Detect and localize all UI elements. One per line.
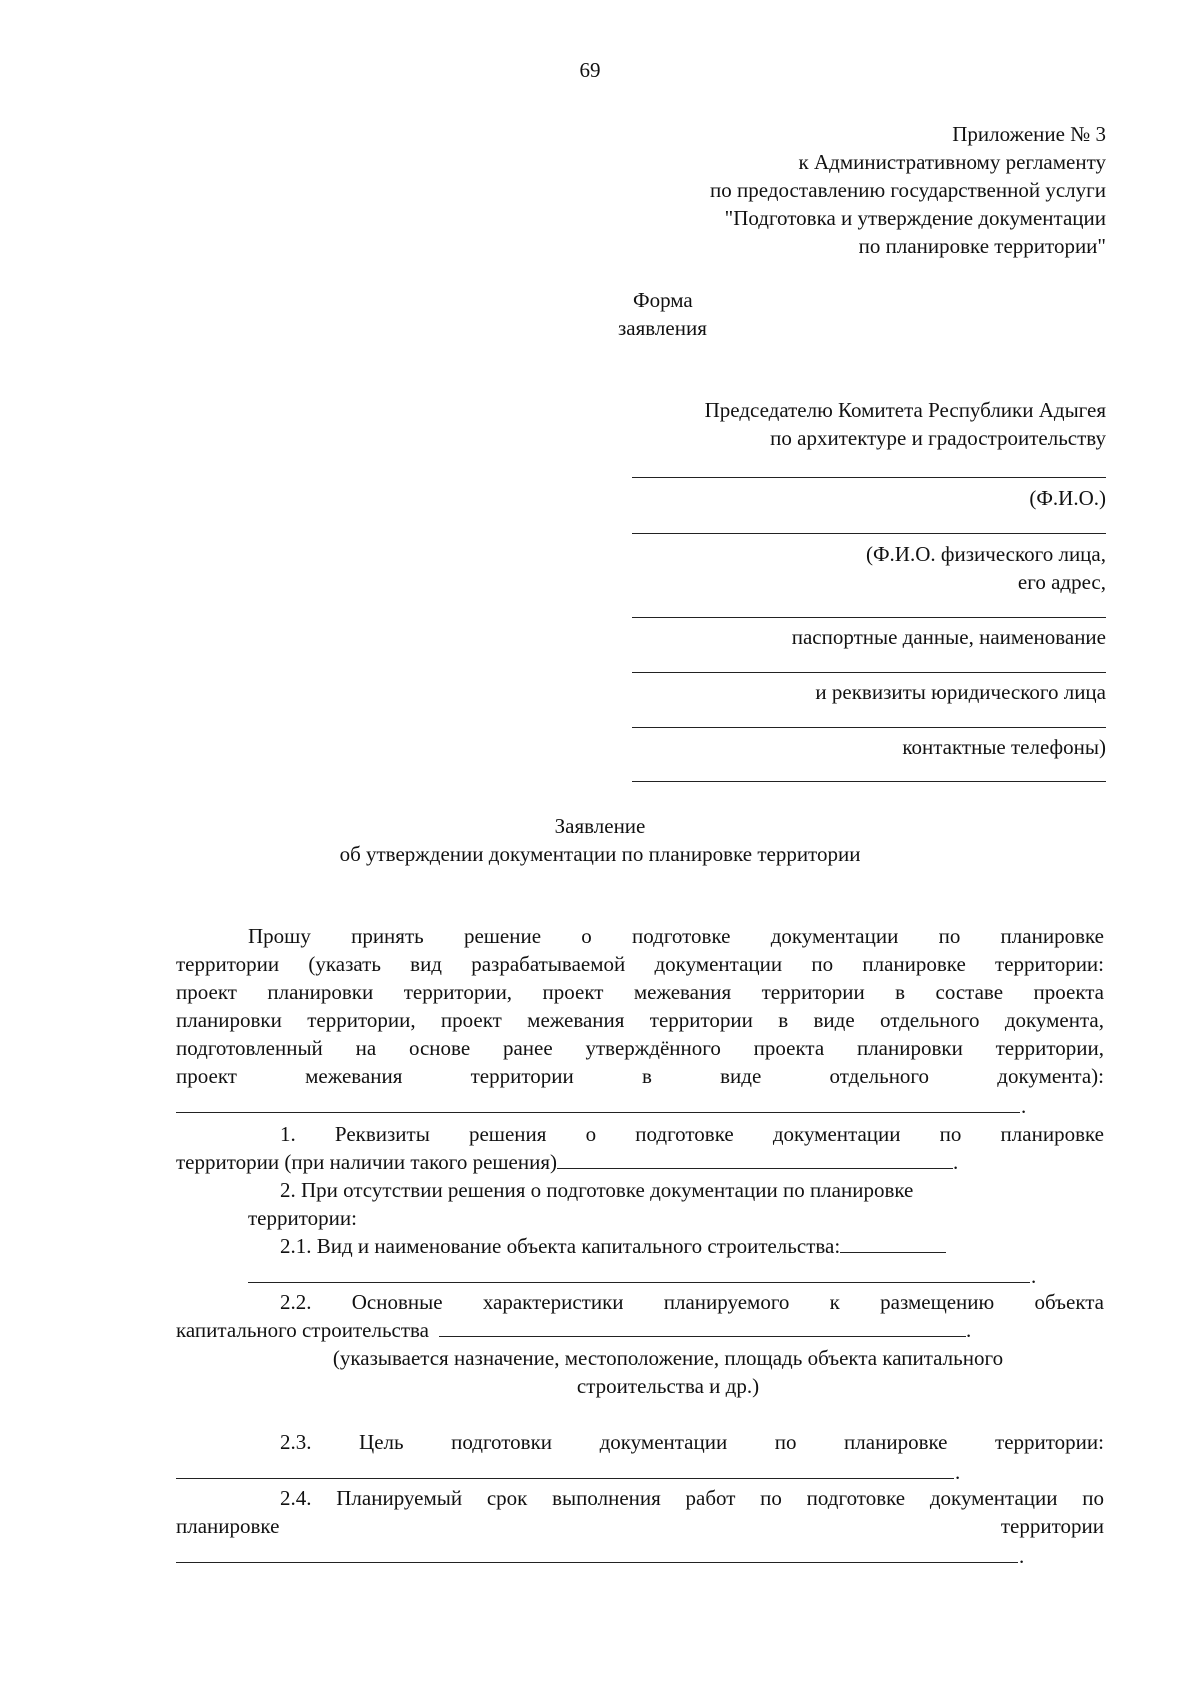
fio-caption: (Ф.И.О.) bbox=[1029, 486, 1106, 510]
applicant-fill-line-4 bbox=[632, 727, 1106, 728]
p1-fill-line bbox=[176, 1112, 1020, 1113]
section-2-1-fill-line bbox=[840, 1234, 946, 1253]
applicant-fill-line-2 bbox=[632, 617, 1106, 618]
section-2-2-period: . bbox=[965, 1318, 972, 1342]
section-2-2-line-1: 2.2. Основные характеристики планируемого к размещению объекта bbox=[280, 1290, 1104, 1314]
applicant-caption-4: и реквизиты юридического лица bbox=[815, 680, 1106, 704]
appendix-line-3: по предоставлению государственной услуги bbox=[710, 178, 1106, 202]
section-2-2-line-2 bbox=[176, 1316, 971, 1344]
section-2-2-text: капитального строительства bbox=[176, 1318, 429, 1342]
appendix-line-5: по планировке территории" bbox=[858, 234, 1106, 258]
appendix-line-2: к Административному регламенту bbox=[798, 150, 1106, 174]
section-2-4-line-2a: планировке bbox=[176, 1514, 280, 1538]
section-2-2-note-2: строительства и др.) bbox=[576, 1374, 760, 1398]
body-p1-line-2: территории (указать вид разрабатываемой документации по планировке территории: bbox=[176, 952, 1104, 976]
appendix-line-1: Приложение № 3 bbox=[952, 122, 1106, 146]
section-1-line-1: 1. Реквизиты решения о подготовке документации по планировке bbox=[280, 1122, 1104, 1146]
section-2-4-line-1: 2.4. Планируемый срок выполнения работ по подготовке документации по bbox=[280, 1486, 1104, 1510]
section-2-4-fill-line bbox=[176, 1562, 1018, 1563]
applicant-fill-line-3 bbox=[632, 672, 1106, 673]
section-1-period: . bbox=[953, 1150, 959, 1174]
section-2-4-line-2b: территории bbox=[1000, 1514, 1104, 1538]
addressee-fill-line bbox=[632, 477, 1106, 478]
applicant-caption-5: контактные телефоны) bbox=[902, 735, 1106, 759]
section-2-line-1: 2. При отсутствии решения о подготовке документации по планировке bbox=[280, 1178, 914, 1202]
section-2-3-line: 2.3. Цель подготовки документации по планировке территории: bbox=[280, 1430, 1104, 1454]
applicant-fill-line-1 bbox=[632, 533, 1106, 534]
section-2-4-period: . bbox=[1019, 1544, 1025, 1568]
addressee-line-2: по архитектуре и градостроительству bbox=[770, 426, 1106, 450]
form-label-line-1: Форма bbox=[633, 288, 693, 312]
page-number: 69 bbox=[579, 58, 601, 82]
section-2-3-period: . bbox=[955, 1460, 961, 1484]
body-p1-line-3: проект планировки территории, проект межевания территории в составе проекта bbox=[176, 980, 1104, 1004]
section-2-1-period: . bbox=[1031, 1264, 1037, 1288]
section-2-line-2: территории: bbox=[248, 1206, 357, 1230]
document-subtitle: об утверждении документации по планировке территории bbox=[339, 842, 861, 866]
body-p1-line-4: планировки территории, проект межевания территории в виде отдельного документа, bbox=[176, 1008, 1104, 1032]
section-1-line-2 bbox=[176, 1148, 958, 1176]
body-p1-line-5: подготовленный на основе ранее утверждённого проекта планировки территории, bbox=[176, 1036, 1104, 1060]
section-1-fill-line bbox=[557, 1150, 953, 1169]
applicant-caption-1: (Ф.И.О. физического лица, bbox=[865, 542, 1106, 566]
addressee-line-1: Председателю Комитета Республики Адыгея bbox=[704, 398, 1106, 422]
section-2-2-fill-line bbox=[439, 1318, 966, 1337]
section-1-text: территории (при наличии такого решения) bbox=[176, 1150, 558, 1174]
p1-period: . bbox=[1021, 1094, 1027, 1118]
section-2-1-line bbox=[280, 1232, 946, 1260]
document-title: Заявление bbox=[554, 814, 646, 838]
applicant-caption-2: его адрес, bbox=[1017, 570, 1106, 594]
section-2-1-fill-line-2 bbox=[248, 1282, 1030, 1283]
form-label-line-2: заявления bbox=[618, 316, 707, 340]
body-p1-line-6: проект межевания территории в виде отдельного документа): bbox=[176, 1064, 1104, 1088]
appendix-line-4: "Подготовка и утверждение документации bbox=[724, 206, 1106, 230]
applicant-fill-line-5 bbox=[632, 781, 1106, 782]
body-p1-line-1: Прошу принять решение о подготовке документации по планировке bbox=[248, 924, 1104, 948]
section-2-2-note-1: (указывается назначение, местоположение, площадь объекта капитального bbox=[332, 1346, 1004, 1370]
section-2-1-text: 2.1. Вид и наименование объекта капитального строительства: bbox=[280, 1234, 841, 1258]
applicant-caption-3: паспортные данные, наименование bbox=[791, 625, 1106, 649]
section-2-3-fill-line bbox=[176, 1478, 954, 1479]
